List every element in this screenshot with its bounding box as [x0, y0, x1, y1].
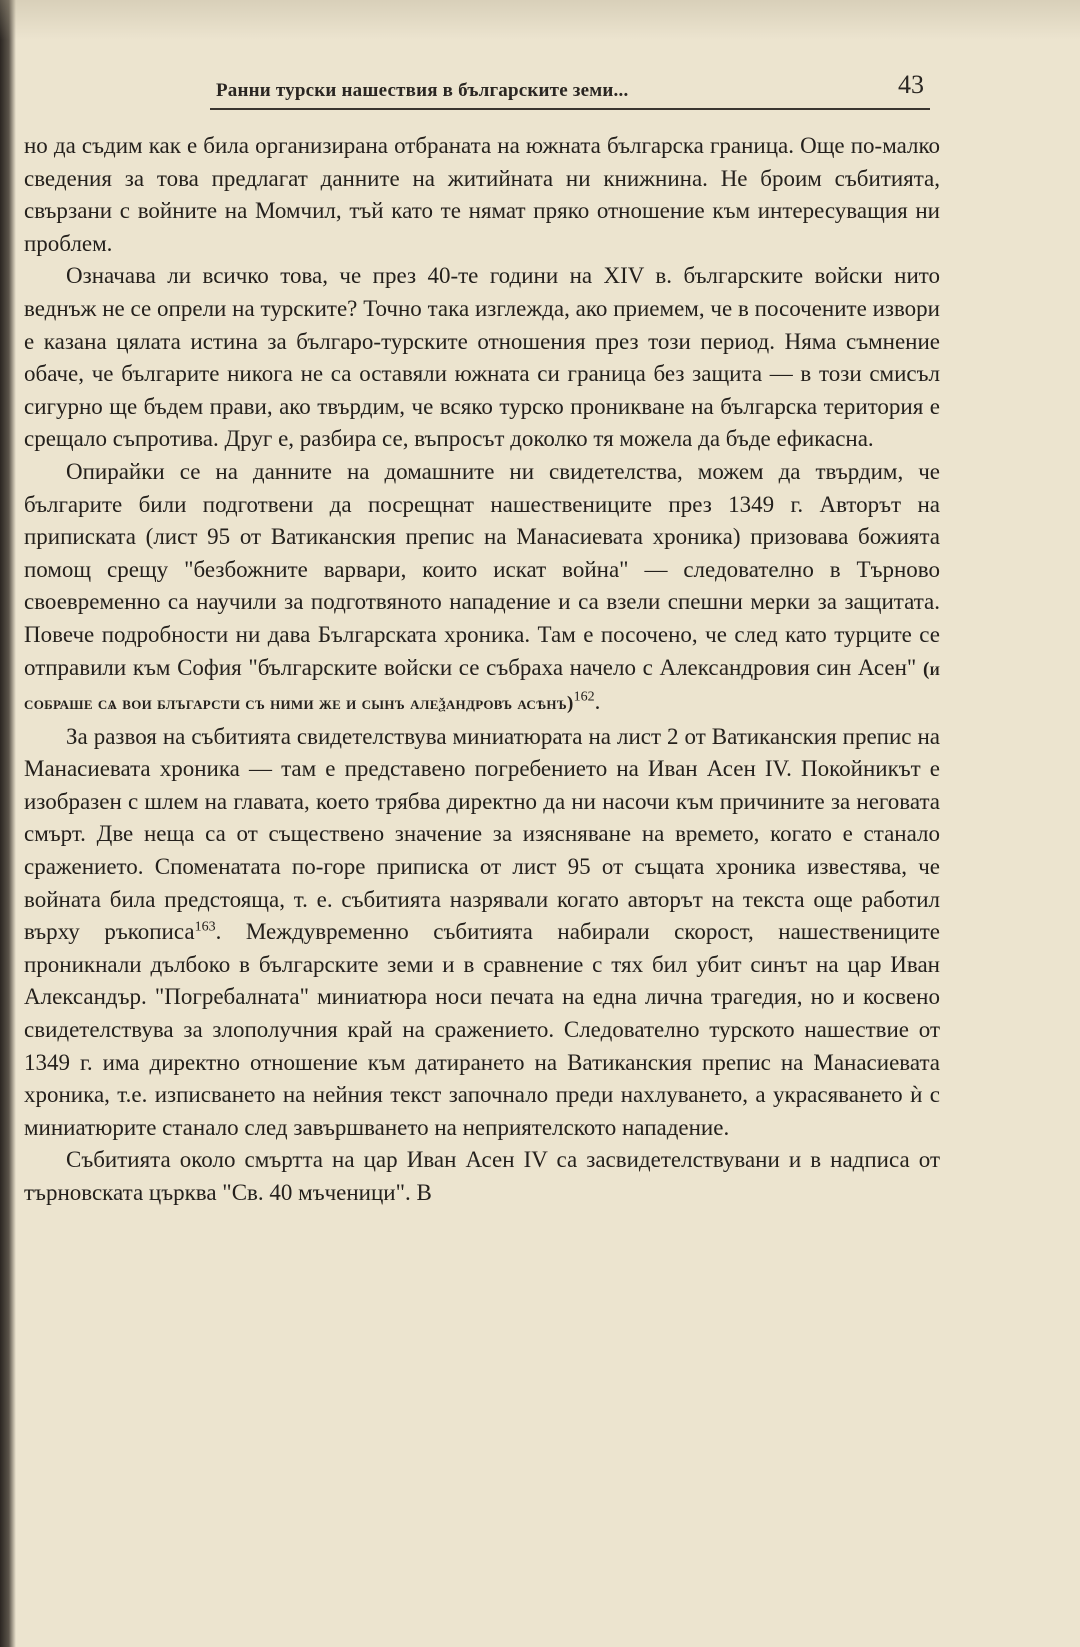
body-text — [24, 130, 940, 1210]
paragraph-4 — [24, 721, 940, 1145]
paragraph-3-text: Опирайки се на данните на домашните ни свидетелства, можем да твърдим, че българите били подготвени да посрещнат нашествениците през 1349 г. Авторът на приписката (лист 95 от Ватиканския препис на Манасиевата хроника) призовава божията помощ срещу "безбожните варвари, които искат война" — следователно в Търново своевременно са научили за подготвяното нападение и са взели спешни мерки за защитата. Повече подробности ни дава Българската хроника. Там е посочено, че след като турците се отправили към София "българските войски се събраха начело с Александровия син Асен" — [24, 458, 940, 680]
paragraph-3 — [24, 456, 940, 721]
paragraph-4-text-a: За развоя на събитията свидетелствува миниатюрата на лист 2 от Ватиканския препис на Манасиевата хроника — там е представено погребението на Иван Асен IV. Покойникът е изобразен с шлем на главата, което трябва директно да ни насочи към причините за неговата смърт. Две неща са от съществено значение за изясняване на времето, когато е станало сражението. Споменатата по-горе приписка от лист 95 от същата хроника известява, че войната била предстояща, т. е. събитията назрявали когато авторът на текста още работил върху ръкописа — [24, 723, 940, 945]
paragraph-1: но да съдим как е била организирана отбраната на южната българска граница. Още по-малко сведения за това предлагат данните на житийната ни книжнина. Не броим събитията, свързани с войните на Момчил, тъй като те нямат пряко отношение към интересуващия ни проблем. — [24, 133, 940, 256]
page-number: 43 — [898, 70, 924, 99]
page-top-shade — [0, 0, 1080, 40]
paragraph-2: Означава ли всичко това, че през 40-те години на XIV в. българските войски нито веднъж не се опрели на турските? Точно така изглежда, ако приемем, че в посочените извори е казана цялата истина за българо-турските отношения през този период. Няма съмнение обаче, че българите никога не са оставяли южната си граница без защита — в този смисъл сигурно ще бъдем прави, ако твърдим, че всяко турско проникване на българска територия е срещало съпротива. Друг е, разбира се, въпросът доколко тя можела да бъде ефикасна. — [24, 263, 940, 452]
footnote-ref-163: 163 — [194, 919, 216, 935]
running-title: Ранни турски нашествия в българските земи... — [216, 80, 629, 101]
paragraph-5: Събитията около смъртта на цар Иван Асен IV са засвидетелствувани и в надписа от търновската църква "Св. 40 мъченици". В — [24, 1147, 940, 1205]
page-header — [210, 60, 930, 110]
church-slavonic-quote: (и собраше сѧ вои блъгарсти съ ними же и сынъ алеѯандровъ асѣнъ) — [24, 658, 940, 715]
book-gutter-shadow — [0, 0, 16, 1647]
paragraph-4-text-b: . Междувременно събитията набирали скорост, нашествениците проникнали дълбоко в българските земи и в сравнение с тях бил убит синът на цар Иван Александър. "Погребалната" миниатюра носи печата на една лична трагедия, но и косвено свидетелствува за злополучния край на сражението. Следователно турското нашествие от 1349 г. има директно отношение към датирането на Ватиканския препис на Манасиевата хроника, т.е. изписването на нейния текст започнало преди нахлуването, а украсяването ѝ с миниатюрите станало след завършването на неприятелското нападение. — [24, 919, 940, 1140]
paragraph-3-end: . — [594, 689, 601, 715]
footnote-ref-162: 162 — [573, 689, 595, 705]
